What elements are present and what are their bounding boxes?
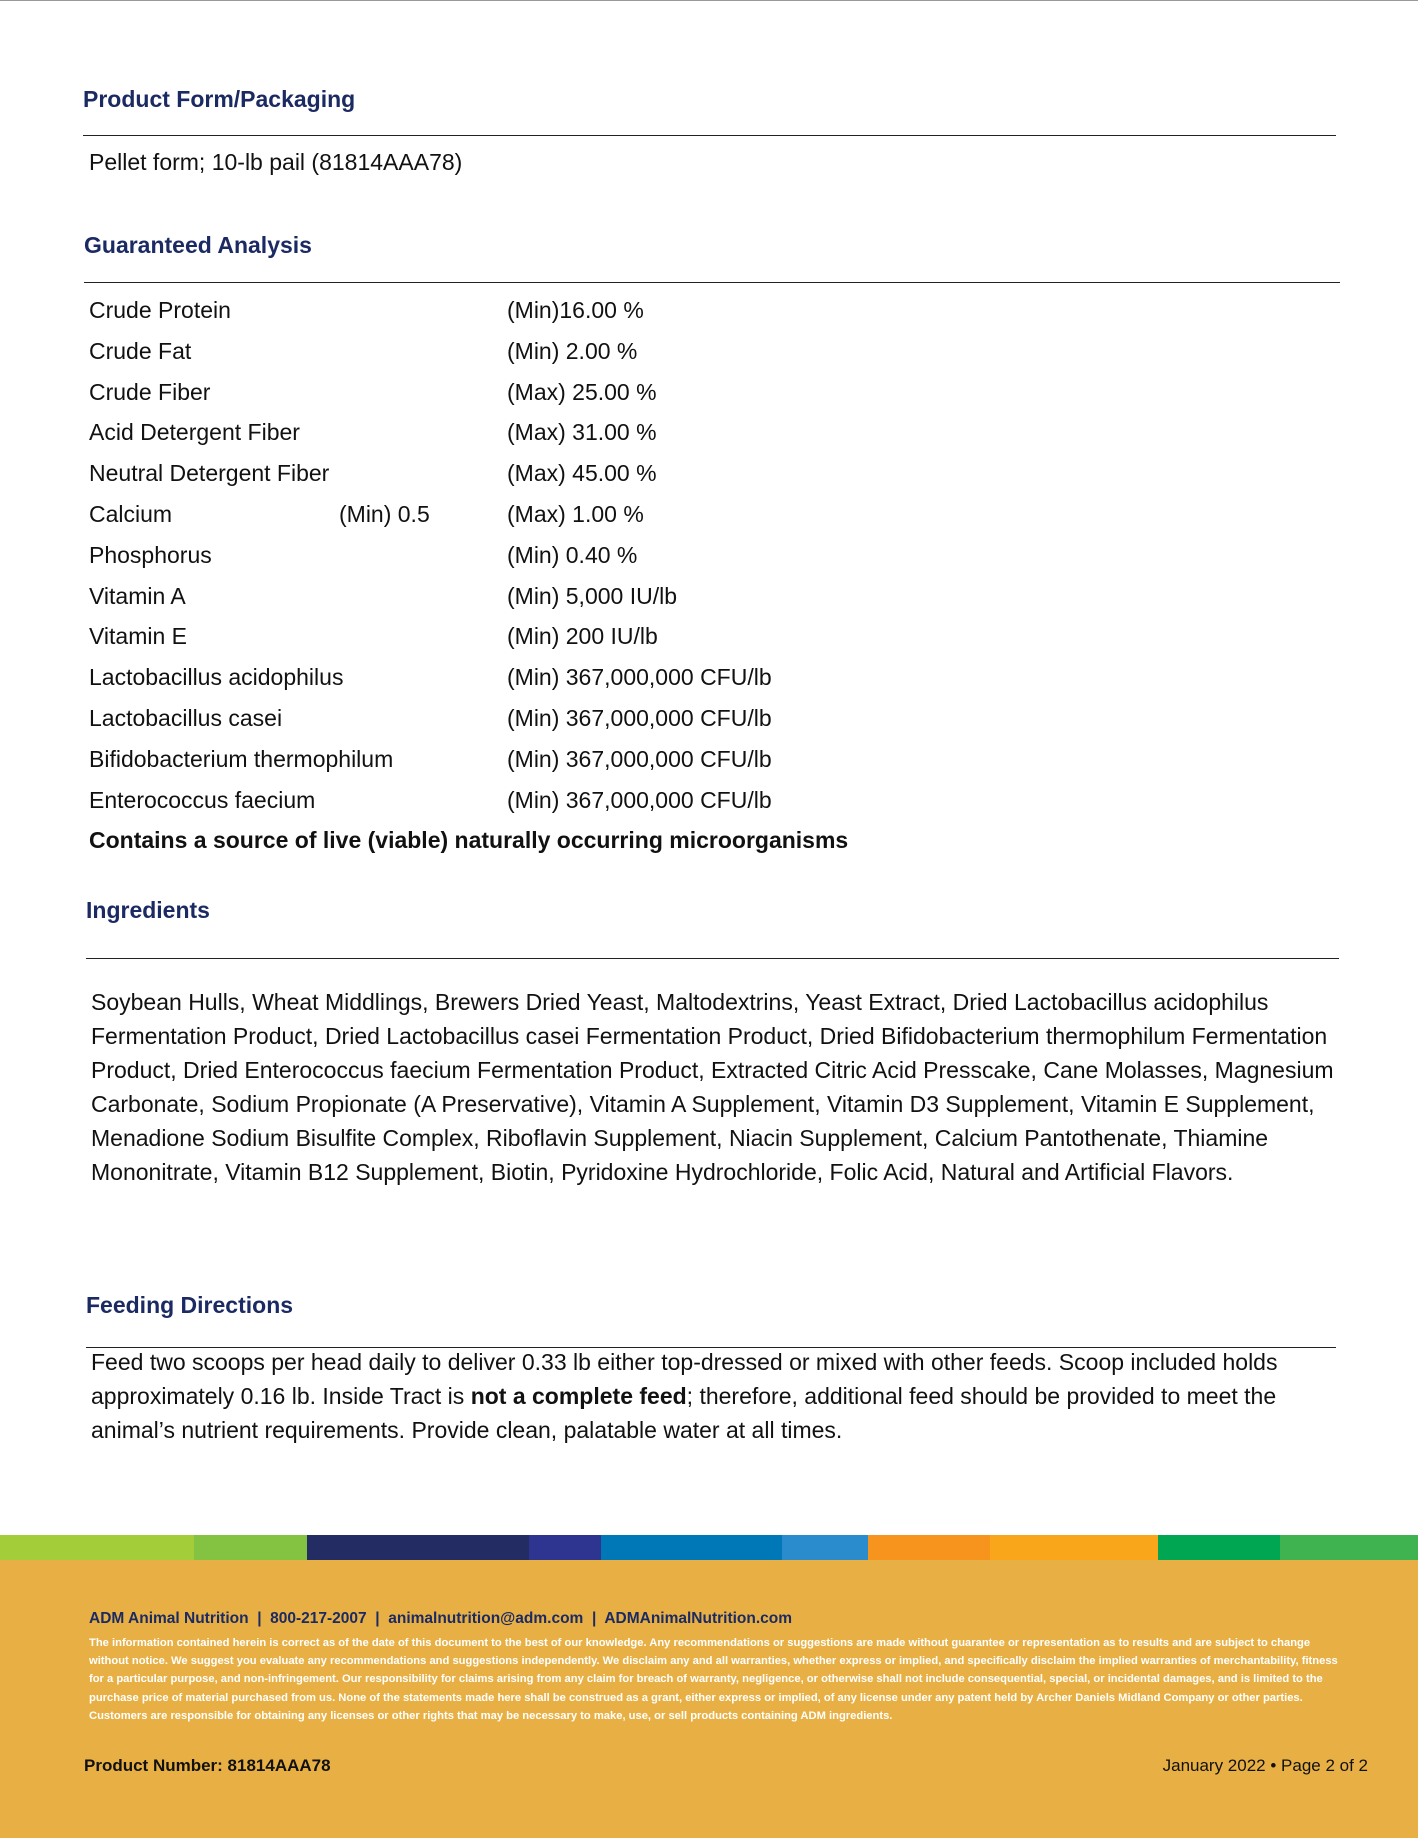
stripe-segment <box>601 1535 782 1560</box>
disclaimer: The information contained herein is correct as of the date of this document to the best of our knowledge. Any recommendations or suggestions are made without guarantee or representation as to results and are subject to change without notice. We suggest you evaluate any recommendations and suggestions independently. We disclaim any and all warranties, whether express or implied, and specifically disclaim the implied warranties of merchantability, fitness for a particular purpose, and non-infringement. Our responsibility for claims arising from any claim for breach of warranty, negligence, or otherwise shall not include consequential, special, or incidental damages, and is limited to the purchase price of material purchased from us. None of the statements made here shall be construed as a grant, either express or implied, of any license under any patent held by Archer Daniels Midland Company or other parties. Customers are responsible for obtaining any licenses or other rights that may be necessary to make, use, or sell products containing ADM ingredients. <box>89 1637 1338 1722</box>
stripe-segment <box>0 1535 194 1560</box>
stripe-segment <box>782 1535 868 1560</box>
feeding-heading: Feeding Directions <box>86 1292 294 1318</box>
date-page: January 2022 • Page 2 of 2 <box>1162 1756 1368 1775</box>
analysis-name: Crude Protein <box>89 297 231 323</box>
analysis-value: (Max) 45.00 % <box>507 460 657 487</box>
product-number: Product Number: 81814AAA78 <box>84 1756 331 1775</box>
stripe-segment <box>868 1535 990 1560</box>
analysis-note: Contains a source of live (viable) naturally occurring microorganisms <box>89 827 849 853</box>
stripe-segment <box>307 1535 529 1560</box>
analysis-name: Neutral Detergent Fiber <box>89 460 330 487</box>
analysis-mid: (Min) 0.5 <box>339 501 430 527</box>
divider <box>83 135 1336 136</box>
ingredients-heading: Ingredients <box>86 897 210 923</box>
analysis-value: (Max) 1.00 % <box>507 501 644 527</box>
analysis-value: (Max) 25.00 % <box>507 378 657 405</box>
analysis-name: Calcium <box>89 501 173 527</box>
analysis-heading: Guaranteed Analysis <box>84 232 312 258</box>
analysis-value: (Min)16.00 % <box>507 297 644 323</box>
analysis-value: (Max) 31.00 % <box>507 419 657 446</box>
analysis-value: (Min) 367,000,000 CFU/lb <box>507 705 772 731</box>
feeding-text-b: ; therefore, additional feed should be provided to meet the animal’s nutrient requirements. Provide clean, palatable water at all times. <box>91 1383 1277 1443</box>
analysis-name: Lactobacillus casei <box>89 705 283 731</box>
analysis-value: (Min) 367,000,000 CFU/lb <box>507 664 772 691</box>
analysis-name: Bifidobacterium thermophilum <box>89 745 394 772</box>
analysis-name: Vitamin E <box>89 623 188 650</box>
stripe-segment <box>1280 1535 1418 1560</box>
packaging-heading: Product Form/Packaging <box>83 86 356 112</box>
analysis-name: Crude Fiber <box>89 378 211 405</box>
analysis-value: (Min) 5,000 IU/lb <box>507 582 678 609</box>
stripe-segment <box>194 1535 307 1560</box>
divider <box>84 282 1340 283</box>
packaging-text: Pellet form; 10-lb pail (81814AAA78) <box>89 149 463 175</box>
feeding-text-a: Feed two scoops per head daily to deliver 0.33 lb either top-dressed or mixed with other feeds. Scoop included holds approximately 0.16 lb. Inside Tract is <box>91 1349 1278 1409</box>
stripe-segment <box>1158 1535 1280 1560</box>
analysis-name: Phosphorus <box>89 541 212 568</box>
analysis-name: Acid Detergent Fiber <box>89 419 300 446</box>
divider <box>86 958 1339 959</box>
analysis-value: (Min) 2.00 % <box>507 337 638 364</box>
analysis-value: (Min) 367,000,000 CFU/lb <box>507 786 772 813</box>
analysis-name: Vitamin A <box>89 582 186 609</box>
feeding-text <box>91 1345 1341 1447</box>
stripe-segment <box>529 1535 601 1560</box>
analysis-name: Lactobacillus acidophilus <box>89 664 344 691</box>
ingredients-text: Soybean Hulls, Wheat Middlings, Brewers Dried Yeast, Maltodextrins, Yeast Extract, Dried Lactobacillus acidophilus Fermentation Product, Dried Lactobacillus casei Fermentation Product, Dried Bifidobacterium thermophilum Fermentation Product, Dried Enterococcus faecium Fermentation Product, Extracted Citric Acid Presscake, Cane Molasses, Magnesium Carbonate, Sodium Propionate (A Preservative), Vitamin A Supplement, Vitamin D3 Supplement, Vitamin E Supplement, Menadione Sodium Bisulfite Complex, Riboflavin Supplement, Niacin Supplement, Calcium Pantothenate, Thiamine Mononitrate, Vitamin B12 Supplement, Biotin, Pyridoxine Hydrochloride, Folic Acid, Natural and Artificial Flavors. <box>91 989 1334 1185</box>
analysis-value: (Min) 200 IU/lb <box>507 623 658 650</box>
analysis-value: (Min) 367,000,000 CFU/lb <box>507 745 772 772</box>
contact-line: ADM Animal Nutrition | 800-217-2007 | animalnutrition@adm.com | ADMAnimalNutrition.com <box>89 1610 793 1627</box>
analysis-value: (Min) 0.40 % <box>507 541 638 568</box>
page-top-border <box>0 0 1418 1</box>
analysis-name: Enterococcus faecium <box>89 786 316 813</box>
stripe-segment <box>990 1535 1158 1560</box>
analysis-name: Crude Fat <box>89 337 192 364</box>
feeding-text-bold: not a complete feed <box>470 1383 687 1409</box>
footer <box>0 1560 1418 1838</box>
